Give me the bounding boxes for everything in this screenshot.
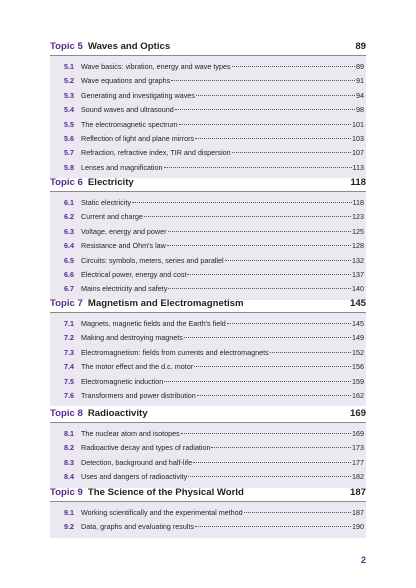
dot-leader: [164, 381, 351, 382]
dot-leader: [195, 526, 351, 527]
toc-entry[interactable]: [50, 268, 366, 282]
entry-title: Making and destroying magnets: [81, 333, 183, 343]
entry-page-number: 190: [352, 522, 364, 532]
dot-leader: [168, 288, 351, 289]
entry-title: Circuits: symbols, meters, series and parallel: [81, 255, 224, 265]
entry-page-number: 162: [352, 390, 364, 400]
entry-page-number: 177: [352, 457, 364, 467]
topic-page-number: 187: [349, 487, 366, 498]
entry-page-number: 101: [352, 119, 364, 129]
entry-number: 6.5: [64, 255, 74, 265]
dot-leader: [195, 138, 351, 139]
entry-title: Current and charge: [81, 212, 143, 222]
toc-entry[interactable]: [50, 375, 366, 389]
entry-title: The electromagnetic spectrum: [81, 119, 178, 129]
topic-page-number: 89: [355, 41, 366, 52]
entry-number: 6.1: [64, 198, 74, 207]
entry-page-number: 98: [356, 105, 364, 115]
dot-leader: [188, 476, 351, 477]
entry-title: Refraction, refractive index, TIR and dispersion: [81, 148, 231, 158]
dot-leader: [197, 395, 351, 396]
topic-label: Topic 7: [50, 298, 83, 309]
entry-page-number: 132: [352, 255, 364, 265]
topic-section: [50, 484, 366, 538]
entry-page-number: 128: [352, 241, 364, 251]
dot-leader: [132, 202, 352, 203]
entry-page-number: 182: [352, 472, 364, 482]
dot-leader: [179, 124, 351, 125]
dot-leader: [175, 109, 355, 110]
entry-title: Generating and investigating waves: [81, 90, 195, 100]
toc-entry[interactable]: [50, 196, 366, 210]
toc-entry[interactable]: [50, 346, 366, 360]
topic-entry-list: [50, 502, 366, 538]
entry-number: 8.4: [64, 472, 74, 482]
topic-title: Waves and Optics: [87, 41, 171, 52]
entry-page-number: 89: [356, 62, 364, 71]
entry-page-number: 159: [352, 376, 364, 386]
dot-leader: [225, 260, 351, 261]
topic-page-number: 118: [350, 177, 366, 188]
entry-page-number: 113: [352, 162, 364, 172]
toc-entry[interactable]: [50, 60, 366, 74]
dot-leader: [167, 245, 351, 246]
toc-entry[interactable]: [50, 470, 366, 484]
entry-page-number: 137: [352, 269, 364, 279]
topic-heading[interactable]: [50, 405, 366, 423]
entry-number: 9.1: [64, 508, 74, 517]
entry-page-number: 94: [356, 90, 364, 100]
entry-title: Sound waves and ultrasound: [81, 105, 174, 115]
entry-page-number: 187: [352, 508, 364, 517]
entry-number: 5.1: [64, 62, 74, 71]
entry-number: 5.2: [64, 76, 74, 86]
entry-title: Lenses and magnification: [81, 162, 163, 172]
topic-heading[interactable]: [50, 295, 366, 313]
entry-title: Wave basics: vibration, energy and wave types: [81, 62, 231, 71]
topic-section: [50, 405, 366, 488]
entry-title: Electrical power, energy and cost: [81, 269, 187, 279]
entry-page-number: 149: [352, 333, 364, 343]
dot-leader: [187, 274, 351, 275]
topic-label: Topic 8: [50, 408, 83, 419]
dot-leader: [144, 216, 351, 217]
entry-title: Magnets, magnetic fields and the Earth's field: [81, 319, 226, 328]
topic-page-number: 145: [349, 298, 366, 309]
dot-leader: [196, 95, 355, 96]
entry-number: 8.2: [64, 443, 74, 453]
topic-entry-list: [50, 56, 366, 178]
toc-entry[interactable]: [50, 74, 366, 88]
entry-number: 7.2: [64, 333, 74, 343]
entry-title: Working scientifically and the experimental method: [81, 508, 243, 517]
dot-leader: [227, 323, 351, 324]
toc-entry[interactable]: [50, 132, 366, 146]
toc-entry[interactable]: [50, 118, 366, 132]
entry-number: 5.4: [64, 105, 74, 115]
entry-title: The nuclear atom and isotopes: [81, 429, 180, 438]
entry-number: 7.3: [64, 347, 74, 357]
topic-heading[interactable]: [50, 174, 366, 192]
entry-title: Voltage, energy and power: [81, 226, 167, 236]
entry-number: 8.3: [64, 457, 74, 467]
entry-number: 6.6: [64, 269, 74, 279]
dot-leader: [194, 366, 351, 367]
entry-number: 6.7: [64, 284, 74, 294]
dot-leader: [171, 80, 355, 81]
entry-number: 5.5: [64, 119, 74, 129]
entry-page-number: 152: [352, 347, 364, 357]
entry-page-number: 140: [352, 284, 364, 294]
entry-page-number: 156: [352, 362, 364, 372]
entry-page-number: 103: [352, 133, 364, 143]
topic-heading[interactable]: [50, 38, 366, 56]
topic-label: Topic 6: [50, 177, 83, 188]
entry-number: 5.7: [64, 148, 74, 158]
entry-number: 7.4: [64, 362, 74, 372]
dot-leader: [164, 167, 352, 168]
entry-number: 5.8: [64, 162, 74, 172]
toc-entry[interactable]: [50, 441, 366, 455]
entry-number: 6.3: [64, 226, 74, 236]
toc-entry[interactable]: [50, 456, 366, 470]
toc-entry[interactable]: [50, 225, 366, 239]
entry-page-number: 173: [352, 443, 364, 453]
entry-page-number: 107: [352, 148, 364, 158]
dot-leader: [211, 447, 351, 448]
entry-title: Data, graphs and evaluating results: [81, 522, 195, 532]
toc-entry[interactable]: [50, 239, 366, 253]
toc-entry[interactable]: [50, 520, 366, 534]
topic-heading[interactable]: [50, 484, 366, 502]
topic-title: The Science of the Physical World: [87, 487, 244, 498]
entry-title: Electromagnetic induction: [81, 376, 164, 386]
entry-page-number: 169: [352, 429, 364, 438]
entry-title: Static electricity: [81, 198, 131, 207]
toc-entry[interactable]: [50, 506, 366, 520]
entry-number: 9.2: [64, 522, 74, 532]
topic-entry-list: [50, 192, 366, 300]
entry-title: Mains electricity and safety: [81, 284, 168, 294]
topic-section: [50, 174, 366, 300]
entry-number: 7.6: [64, 390, 74, 400]
page-number: 2: [360, 555, 366, 565]
topic-entry-list: [50, 313, 366, 406]
entry-title: Transformers and power distribution: [81, 390, 196, 400]
entry-title: Reflection of light and plane mirrors: [81, 133, 195, 143]
toc-entry[interactable]: [50, 317, 366, 331]
dot-leader: [181, 433, 351, 434]
entry-number: 7.5: [64, 376, 74, 386]
entry-title: Uses and dangers of radioactivity: [81, 472, 188, 482]
toc-entry[interactable]: [50, 103, 366, 117]
toc-entry[interactable]: [50, 360, 366, 374]
entry-title: Detection, background and half-life: [81, 457, 193, 467]
entry-page-number: 145: [352, 319, 364, 328]
toc-entry[interactable]: [50, 210, 366, 224]
entry-number: 6.4: [64, 241, 74, 251]
topic-label: Topic 5: [50, 41, 83, 52]
dot-leader: [168, 231, 351, 232]
entry-page-number: 125: [352, 226, 364, 236]
dot-leader: [232, 66, 355, 67]
entry-title: The motor effect and the d.c. motor: [81, 362, 194, 372]
dot-leader: [193, 462, 351, 463]
topic-title: Electricity: [87, 177, 134, 188]
entry-title: Electromagnetism: fields from currents and electromagnets: [81, 347, 269, 357]
entry-page-number: 91: [356, 76, 364, 86]
entry-page-number: 123: [352, 212, 364, 222]
entry-title: Resistance and Ohm's law: [81, 241, 166, 251]
topic-page-number: 169: [349, 408, 366, 419]
toc-entry[interactable]: [50, 89, 366, 103]
topic-section: [50, 295, 366, 406]
toc-entry[interactable]: [50, 254, 366, 268]
entry-number: 7.1: [64, 319, 74, 328]
dot-leader: [232, 152, 351, 153]
toc-entry[interactable]: [50, 161, 366, 175]
topic-title: Magnetism and Electromagnetism: [87, 298, 244, 309]
entry-number: 5.6: [64, 133, 74, 143]
toc-entry[interactable]: [50, 389, 366, 403]
dot-leader: [244, 512, 351, 513]
dot-leader: [184, 337, 351, 338]
topic-section: [50, 38, 366, 178]
toc-entry[interactable]: [50, 146, 366, 160]
toc-entry[interactable]: [50, 331, 366, 345]
toc-entry[interactable]: [50, 427, 366, 441]
entry-page-number: 118: [352, 198, 364, 207]
topic-entry-list: [50, 423, 366, 488]
entry-number: 5.3: [64, 90, 74, 100]
entry-number: 6.2: [64, 212, 74, 222]
entry-title: Wave equations and graphs: [81, 76, 171, 86]
dot-leader: [270, 352, 351, 353]
entry-number: 8.1: [64, 429, 74, 438]
entry-title: Radioactive decay and types of radiation: [81, 443, 211, 453]
topic-title: Radioactivity: [87, 408, 148, 419]
topic-label: Topic 9: [50, 487, 83, 498]
